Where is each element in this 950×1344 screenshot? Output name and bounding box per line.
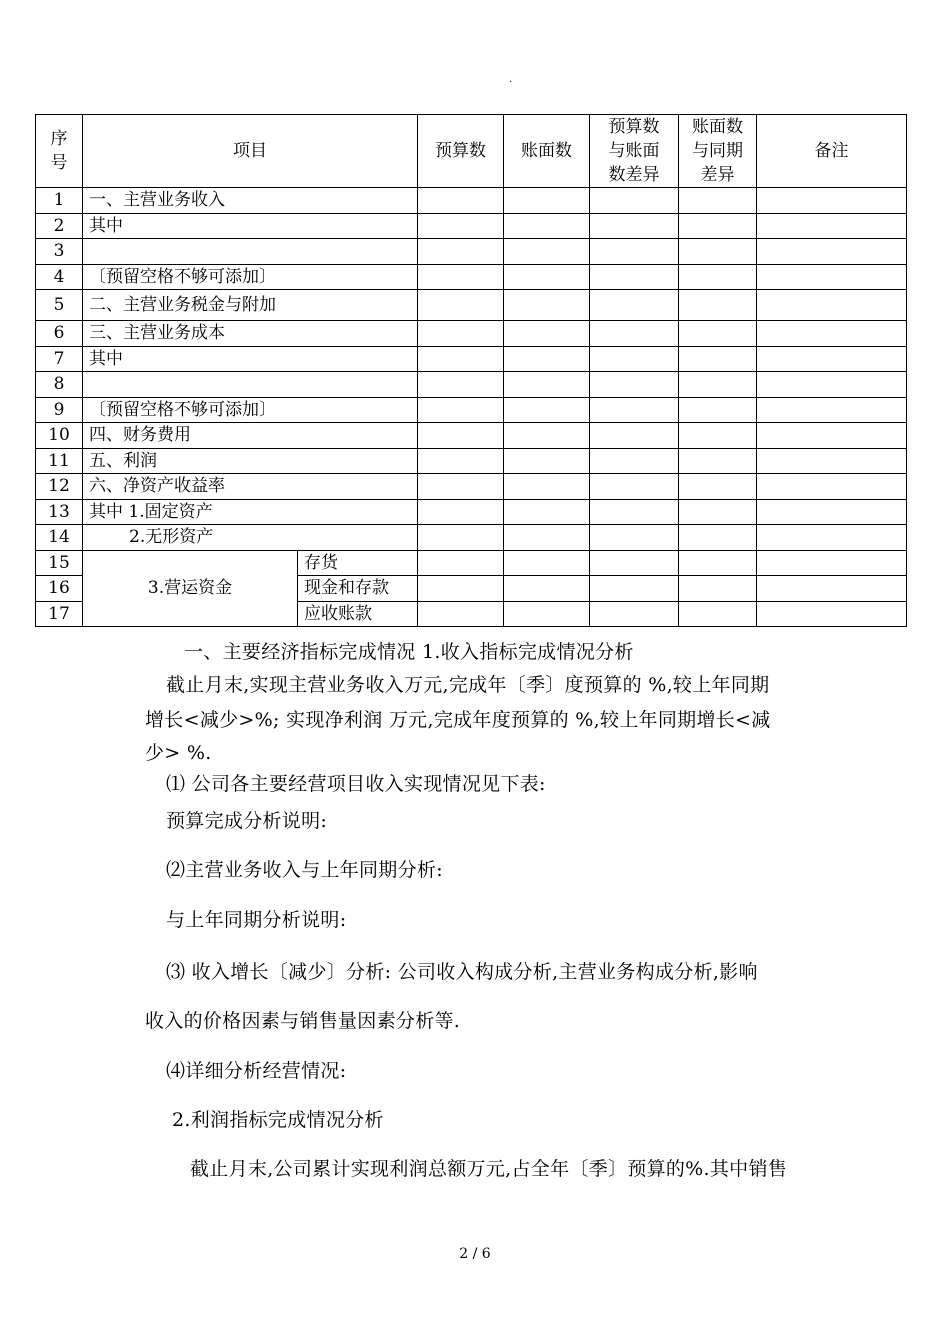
- book-cell: [504, 397, 590, 423]
- book-cell: [504, 290, 590, 321]
- budget-cell: [418, 601, 504, 627]
- row-number-cell: 10: [36, 423, 83, 449]
- note-cell: [757, 601, 907, 627]
- header-note-label: 备注: [814, 141, 849, 161]
- table-row: [36, 290, 907, 321]
- note-cell: [757, 474, 907, 500]
- item-cell: 其中: [83, 346, 418, 372]
- table-row: [36, 264, 907, 290]
- item-cell: 〔预留空格不够可添加〕: [83, 264, 418, 290]
- budget-diff-cell: [590, 525, 679, 551]
- header-book: [504, 115, 590, 188]
- page-number: 2 / 6: [459, 1246, 491, 1262]
- book-cell: [504, 188, 590, 214]
- yoy-diff-cell: [679, 290, 757, 321]
- budget-cell: [418, 264, 504, 290]
- budget-cell: [418, 423, 504, 449]
- book-cell: [504, 601, 590, 627]
- note-cell: [757, 397, 907, 423]
- item-sub-cell: 应收账款: [298, 601, 418, 627]
- budget-diff-cell: [590, 474, 679, 500]
- budget-diff-cell: [590, 423, 679, 449]
- book-cell: [504, 550, 590, 576]
- budget-diff-cell: [590, 372, 679, 398]
- budget-cell: [418, 188, 504, 214]
- paragraph-line: 收入的价格因素与销售量因素分析等.: [145, 1010, 461, 1032]
- book-cell: [504, 448, 590, 474]
- note-cell: [757, 448, 907, 474]
- table-row: [36, 372, 907, 398]
- section-heading-profit: 2.利润指标完成情况分析: [172, 1109, 384, 1131]
- yoy-diff-cell: [679, 499, 757, 525]
- paragraph-line: ⑴ 公司各主要经营项目收入实现情况见下表:: [166, 773, 546, 795]
- header-budget-diff: [590, 115, 679, 188]
- book-cell: [504, 239, 590, 265]
- yoy-diff-cell: [679, 601, 757, 627]
- paragraph-line: 截止月末,公司累计实现利润总额万元,占全年〔季〕预算的%.其中销售: [190, 1158, 788, 1180]
- header-budget-label: 预算数: [435, 141, 486, 161]
- table-row: [36, 550, 907, 576]
- note-cell: [757, 264, 907, 290]
- budget-diff-cell: [590, 346, 679, 372]
- row-number-cell: 2: [36, 213, 83, 239]
- paragraph-line: 预算完成分析说明:: [166, 810, 328, 832]
- budget-cell: [418, 474, 504, 500]
- header-budget: [418, 115, 504, 188]
- yoy-diff-cell: [679, 576, 757, 602]
- budget-diff-cell: [590, 576, 679, 602]
- section-heading-income: 一、主要经济指标完成情况 1.收入指标完成情况分析: [184, 641, 634, 663]
- budget-cell: [418, 213, 504, 239]
- row-number-cell: 9: [36, 397, 83, 423]
- row-number-cell: 17: [36, 601, 83, 627]
- row-number-cell: 15: [36, 550, 83, 576]
- book-cell: [504, 372, 590, 398]
- yoy-diff-cell: [679, 397, 757, 423]
- row-number-cell: 13: [36, 499, 83, 525]
- book-cell: [504, 499, 590, 525]
- budget-cell: [418, 448, 504, 474]
- budget-diff-cell: [590, 321, 679, 347]
- row-number-cell: 4: [36, 264, 83, 290]
- yoy-diff-cell: [679, 372, 757, 398]
- header-item-label: 项目: [233, 141, 267, 161]
- book-cell: [504, 321, 590, 347]
- paragraph-line: ⑵主营业务收入与上年同期分析:: [166, 859, 443, 881]
- item-cell: 六、净资产收益率: [83, 474, 418, 500]
- table-row: [36, 499, 907, 525]
- paragraph-line: ⑷详细分析经营情况:: [166, 1060, 347, 1082]
- budget-cell: [418, 499, 504, 525]
- item-cell: 其中: [83, 213, 418, 239]
- yoy-diff-cell: [679, 423, 757, 449]
- budget-diff-cell: [590, 264, 679, 290]
- note-cell: [757, 290, 907, 321]
- budget-diff-cell: [590, 188, 679, 214]
- budget-diff-cell: [590, 239, 679, 265]
- budget-table: [35, 114, 907, 627]
- item-cell: 五、利润: [83, 448, 418, 474]
- note-cell: [757, 499, 907, 525]
- row-number-cell: 5: [36, 290, 83, 321]
- yoy-diff-cell: [679, 321, 757, 347]
- book-cell: [504, 423, 590, 449]
- paragraph-line: ⑶ 收入增长〔减少〕分析: 公司收入构成分析,主营业务构成分析,影响: [166, 961, 758, 983]
- item-sub-cell: 存货: [298, 550, 418, 576]
- yoy-diff-cell: [679, 188, 757, 214]
- item-cell: 一、主营业务收入: [83, 188, 418, 214]
- item-cell: 二、主营业务税金与附加: [83, 290, 418, 321]
- budget-diff-cell: [590, 397, 679, 423]
- yoy-diff-cell: [679, 474, 757, 500]
- header-note: [757, 115, 907, 188]
- paragraph-line: 少> %.: [145, 742, 212, 764]
- paragraph-line: 截止月末,实现主营业务收入万元,完成年〔季〕度预算的 %,较上年同期: [166, 674, 770, 696]
- header-yoy-diff: [679, 115, 757, 188]
- item-cell: 三、主营业务成本: [83, 321, 418, 347]
- table-row: [36, 448, 907, 474]
- row-number-cell: 6: [36, 321, 83, 347]
- yoy-diff-cell: [679, 550, 757, 576]
- table-header-row: [36, 115, 907, 188]
- item-cell: [83, 372, 418, 398]
- yoy-diff-cell: [679, 448, 757, 474]
- header-seq: [36, 115, 83, 188]
- table-row: [36, 474, 907, 500]
- budget-diff-cell: [590, 499, 679, 525]
- book-cell: [504, 264, 590, 290]
- note-cell: [757, 372, 907, 398]
- budget-diff-cell: [590, 550, 679, 576]
- table-row: [36, 239, 907, 265]
- item-cell: 2.无形资产: [83, 525, 418, 551]
- item-sub-cell: 现金和存款: [298, 576, 418, 602]
- table-row: [36, 423, 907, 449]
- book-cell: [504, 576, 590, 602]
- note-cell: [757, 213, 907, 239]
- budget-diff-cell: [590, 601, 679, 627]
- row-number-cell: 1: [36, 188, 83, 214]
- item-group-cell: 3.营运资金: [83, 550, 298, 627]
- book-cell: [504, 474, 590, 500]
- book-cell: [504, 213, 590, 239]
- row-number-cell: 3: [36, 239, 83, 265]
- note-cell: [757, 321, 907, 347]
- yoy-diff-cell: [679, 525, 757, 551]
- note-cell: [757, 576, 907, 602]
- budget-diff-cell: [590, 213, 679, 239]
- row-number-cell: 7: [36, 346, 83, 372]
- item-cell: 〔预留空格不够可添加〕: [83, 397, 418, 423]
- note-cell: [757, 525, 907, 551]
- budget-cell: [418, 346, 504, 372]
- table-row: [36, 213, 907, 239]
- yoy-diff-cell: [679, 213, 757, 239]
- row-number-cell: 14: [36, 525, 83, 551]
- note-cell: [757, 239, 907, 265]
- row-number-cell: 16: [36, 576, 83, 602]
- budget-cell: [418, 290, 504, 321]
- budget-cell: [418, 397, 504, 423]
- table-row: [36, 397, 907, 423]
- book-cell: [504, 346, 590, 372]
- book-cell: [504, 525, 590, 551]
- row-number-cell: 12: [36, 474, 83, 500]
- yoy-diff-cell: [679, 264, 757, 290]
- paragraph-line: 增长<减少>%; 实现净利润 万元,完成年度预算的 %,较上年同期增长<减: [145, 709, 771, 731]
- header-book-label: 账面数: [521, 141, 572, 161]
- yoy-diff-cell: [679, 346, 757, 372]
- table-row: [36, 188, 907, 214]
- header-yoy-diff-label: 账面数 与同期 差异: [692, 117, 743, 185]
- table-row: [36, 346, 907, 372]
- budget-cell: [418, 372, 504, 398]
- budget-cell: [418, 576, 504, 602]
- header-budget-diff-label: 预算数 与账面 数差异: [608, 117, 660, 185]
- table-row: [36, 321, 907, 347]
- note-cell: [757, 550, 907, 576]
- item-cell: 其中 1.固定资产: [83, 499, 418, 525]
- item-cell: [83, 239, 418, 265]
- budget-cell: [418, 525, 504, 551]
- note-cell: [757, 423, 907, 449]
- budget-cell: [418, 239, 504, 265]
- header-seq-label: 序 号: [50, 129, 68, 173]
- row-number-cell: 11: [36, 448, 83, 474]
- note-cell: [757, 346, 907, 372]
- budget-diff-cell: [590, 290, 679, 321]
- note-cell: [757, 188, 907, 214]
- budget-cell: [418, 321, 504, 347]
- table-row: [36, 525, 907, 551]
- budget-diff-cell: [590, 448, 679, 474]
- budget-cell: [418, 550, 504, 576]
- header-mark: .: [509, 74, 513, 85]
- row-number-cell: 8: [36, 372, 83, 398]
- yoy-diff-cell: [679, 239, 757, 265]
- header-item: [83, 115, 418, 188]
- paragraph-line: 与上年同期分析说明:: [166, 909, 347, 931]
- item-cell: 四、财务费用: [83, 423, 418, 449]
